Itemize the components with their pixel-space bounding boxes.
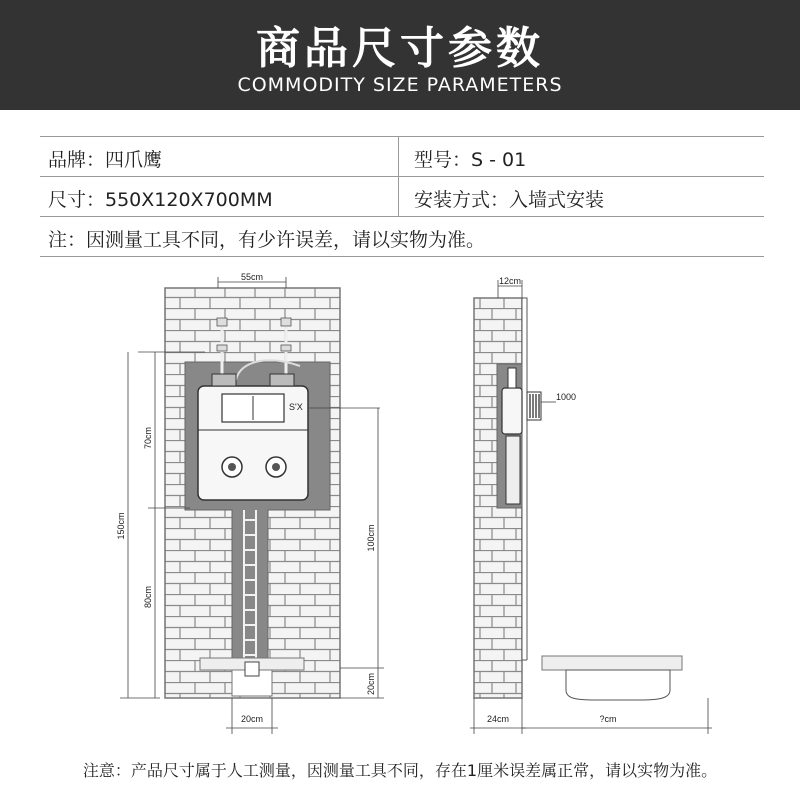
side-cistern xyxy=(502,388,522,434)
dim-side-depth-top: 12cm xyxy=(498,276,522,286)
spec-size: 尺寸：550X120X700MM xyxy=(48,189,273,211)
dim-front-height-right: 100cm xyxy=(366,524,376,552)
dim-front-height-total: 150cm xyxy=(116,512,126,540)
front-view xyxy=(116,272,384,734)
side-view xyxy=(470,276,712,734)
dim-front-height-lower: 80cm xyxy=(143,585,153,609)
page-subtitle: COMMODITY SIZE PARAMETERS xyxy=(237,74,563,96)
side-floor-slab xyxy=(542,656,682,670)
dim-front-width-top: 55cm xyxy=(240,272,264,282)
dim-front-height-upper: 70cm xyxy=(143,426,153,450)
page-title: 商品尺寸参数 xyxy=(256,23,544,74)
spec-note: 注：因测量工具不同，有少许误差，请以实物为准。 xyxy=(48,229,486,251)
side-wall-panel xyxy=(522,298,527,660)
side-toilet-base xyxy=(566,670,670,700)
dim-front-width-bottom: 20cm xyxy=(240,714,264,724)
side-drain-pipe xyxy=(506,436,520,504)
dim-side-depth-bottom: 24cm xyxy=(486,714,510,724)
dim-side-width-bottom: ?cm xyxy=(599,714,617,724)
spec-brand: 品牌：四爪鹰 xyxy=(48,149,163,171)
spec-model: 型号：S - 01 xyxy=(414,149,527,171)
tank-logo: S'X xyxy=(289,402,303,412)
spec-install: 安装方式：入墙式安装 xyxy=(414,189,605,211)
footer-note: 注意：产品尺寸属于人工测量，因测量工具不同，存在1厘米误差属正常，请以实物为准。 xyxy=(82,761,718,780)
dim-front-height-base: 20cm xyxy=(366,672,376,696)
dim-side-1000: 1000 xyxy=(556,392,577,402)
